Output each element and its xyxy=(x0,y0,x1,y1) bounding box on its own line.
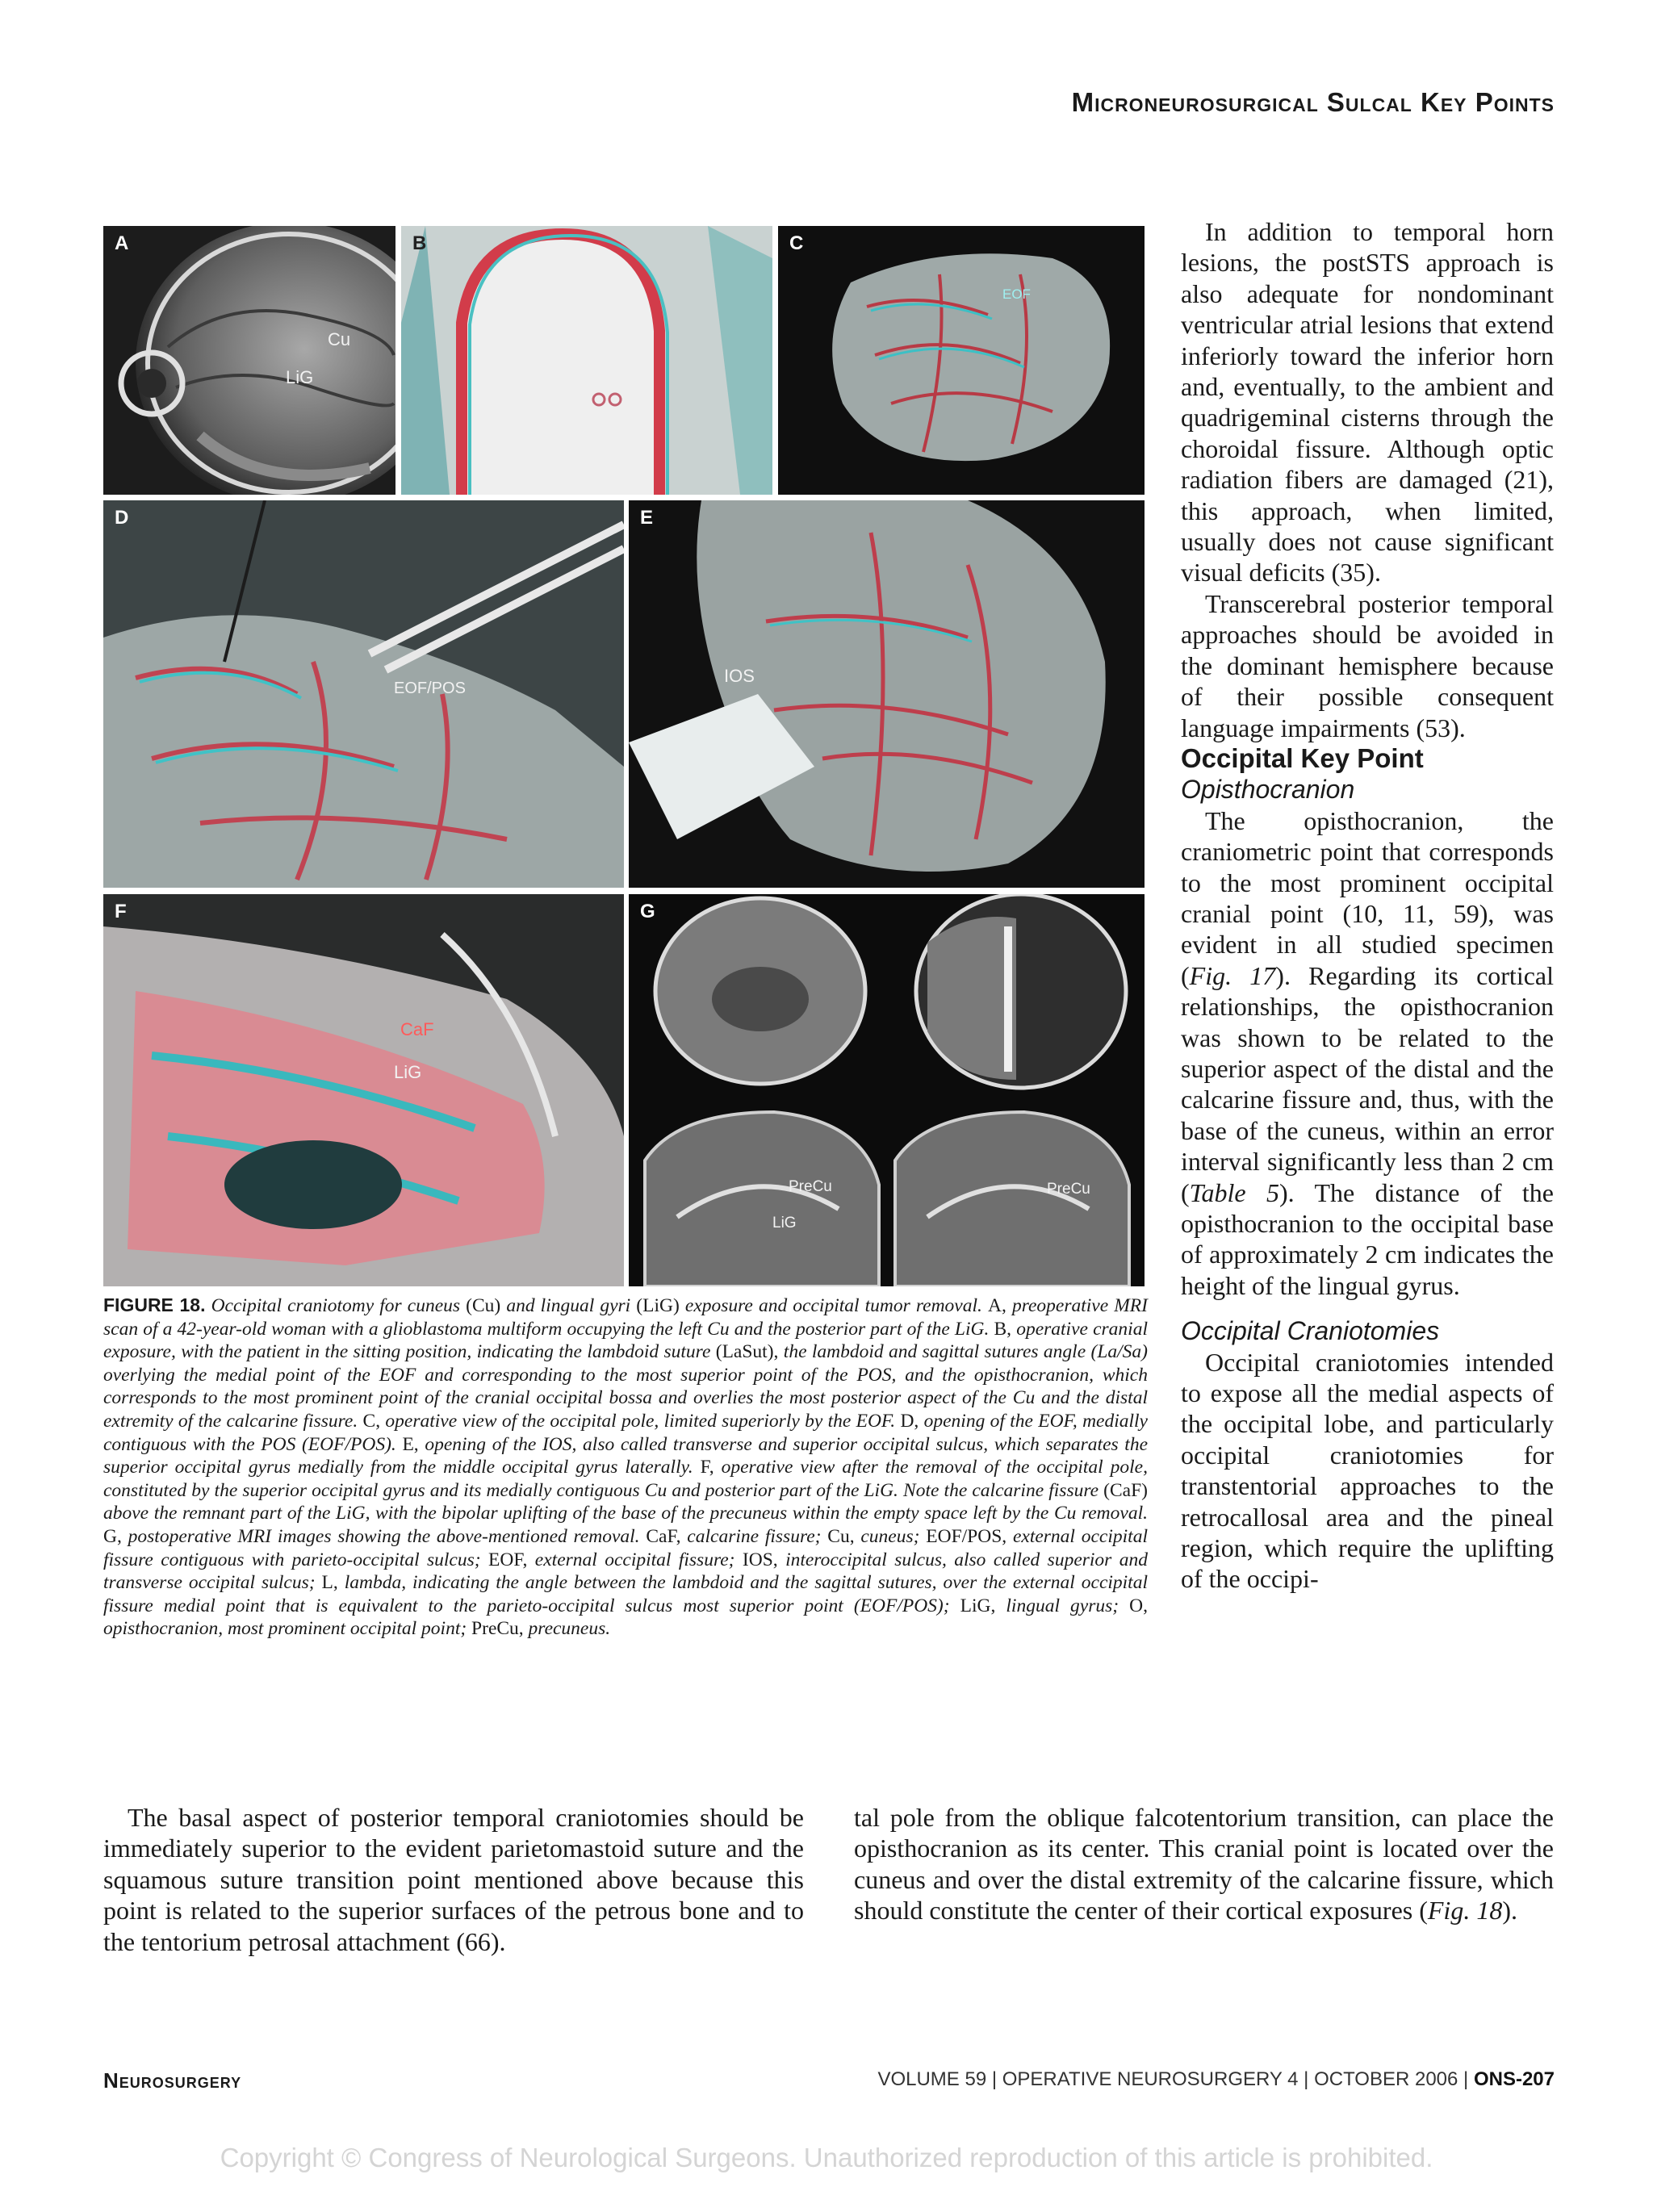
panel-letter-c: C xyxy=(789,232,804,254)
caption-segment: IOS, xyxy=(742,1549,778,1570)
caption-segment: calcarine fissure; xyxy=(680,1525,828,1547)
caption-segment: interoccipital sulcus, also called superior and transverse occipital sulcus; xyxy=(103,1549,1148,1594)
paragraph-transcerebral: Transcerebral posterior temporal approaches should be avoided in the dominant hemisphere because of their possible consequent language impairments (53). xyxy=(1181,588,1554,742)
table-reference[interactable]: Table 5 xyxy=(1189,1177,1280,1207)
panel-letter-d: D xyxy=(115,507,129,529)
figure-panel-a xyxy=(103,226,395,495)
panel-letter-g: G xyxy=(640,901,655,922)
panel-e-operative-image xyxy=(629,500,1145,888)
panel-letter-f: F xyxy=(115,901,127,922)
caption-segment: F, xyxy=(700,1457,714,1478)
footer-volume: VOLUME 59 | OPERATIVE NEUROSURGERY 4 | OCTOBER 2006 | xyxy=(877,2068,1474,2090)
caption-segment: O, xyxy=(1129,1595,1148,1616)
caption-segment: lambda, indicating the angle between the lambdoid and the sagittal sutures, over the external occipital fissure medial point that is equivalent to the parieto-occipital sulcus most superior point (EOF/POS); xyxy=(103,1572,1148,1616)
caption-segment: (Cu) xyxy=(466,1295,501,1316)
caption-body xyxy=(103,1295,1148,1639)
caption-segment: Occipital craniotomy for cuneus xyxy=(205,1295,467,1316)
figure-panel-b xyxy=(401,226,772,495)
panel-d-operative-image xyxy=(103,500,624,888)
caption-segment: (LaSut), xyxy=(715,1341,779,1363)
figure-reference[interactable]: Fig. 18 xyxy=(1427,1896,1503,1926)
caption-segment: EOF, xyxy=(488,1549,528,1570)
caption-segment: postoperative MRI images showing the above-mentioned removal. xyxy=(121,1525,647,1547)
caption-segment: LiG, xyxy=(960,1595,996,1616)
caption-segment: cuneus; xyxy=(854,1525,927,1547)
subsection-heading-opisthocranion: Opisthocranion xyxy=(1181,775,1355,805)
caption-segment: lingual gyrus; xyxy=(995,1595,1130,1616)
figure-panel-g xyxy=(629,894,1145,1286)
footer-journal-name: Neurosurgery xyxy=(103,2068,242,2093)
caption-segment: operative view after the removal of the occipital pole, constituted by the superior occipital gyrus and its medially contiguous Cu and posterior part of the LiG. Note the calcarine fissure xyxy=(103,1457,1148,1501)
panel-f-label-caf: CaF xyxy=(400,1019,434,1039)
subsection-heading-occipital-craniotomies: Occipital Craniotomies xyxy=(1181,1316,1440,1346)
paragraph-occipital-continuation: tal pole from the oblique falcotentorium transition, can place the opisthocranion as its center. This cranial point is located over the cuneus and over the distal extremity of the calcarine fissure, which should constitute the center of their cortical exposures (Fig. 18). xyxy=(854,1803,1554,1926)
figure-caption xyxy=(103,1294,1148,1641)
figure-panel-c xyxy=(778,226,1145,495)
panel-e-label-ios: IOS xyxy=(724,666,755,686)
caption-segment: EOF/POS, xyxy=(926,1525,1007,1547)
running-head: Microneurosurgical Sulcal Key Points xyxy=(1071,87,1555,117)
panel-f-label-lig: LiG xyxy=(394,1062,422,1082)
caption-label: FIGURE 18. xyxy=(103,1294,206,1315)
caption-segment: opening of the EOF, medially contiguous with the POS (EOF/POS). xyxy=(103,1410,1148,1455)
caption-segment: and lingual gyri xyxy=(500,1295,637,1316)
caption-segment: (LiG) xyxy=(636,1295,680,1316)
section-heading-occipital-key-point: Occipital Key Point xyxy=(1181,742,1424,773)
caption-segment: A, xyxy=(987,1295,1006,1316)
figure-reference[interactable]: Fig. 17 xyxy=(1189,960,1276,990)
caption-segment: L, xyxy=(321,1572,338,1594)
panel-g-label-precu-left: PreCu xyxy=(789,1178,832,1195)
caption-segment: B, xyxy=(994,1318,1012,1340)
caption-segment: opening of the IOS, also called transverse and superior occipital sulcus, which separates the superior occipital gyrus medially from the middle occipital gyrus laterally. xyxy=(103,1433,1149,1478)
panel-g-mri-images xyxy=(629,894,1145,1286)
paragraph-temporal-horn: In addition to temporal horn lesions, the postSTS approach is also adequate for nondominant ventricular atrial lesions that extend inferiorly toward the inferior horn and, eventually, to the ambient and quadrigeminal cisterns through the choroidal fissure. Although optic radiation fibers are damaged (21), this approach, when limited, usually does not cause significant visual deficits (35). xyxy=(1181,217,1554,587)
caption-segment: D, xyxy=(900,1410,919,1432)
bottom-left-column xyxy=(103,1802,804,1957)
caption-segment: operative view of the occipital pole, limited superiorly by the EOF. xyxy=(380,1410,901,1432)
panel-g-label-precu-right: PreCu xyxy=(1047,1181,1090,1198)
footer-issue-info xyxy=(877,2068,1555,2091)
panel-g-label-lig: LiG xyxy=(772,1215,797,1231)
caption-segment: (CaF) xyxy=(1103,1479,1148,1501)
panel-b-operative-image xyxy=(401,226,772,495)
caption-segment: Cu, xyxy=(827,1525,855,1547)
caption-segment: E, xyxy=(402,1433,419,1455)
bottom-right-column xyxy=(854,1802,1554,1926)
caption-segment: above the remnant part of the LiG, with the bipolar uplifting of the base of the precuneus within the empty space left by the Cu removal. xyxy=(103,1503,1148,1524)
caption-segment: the lambdoid and sagittal sutures angle (La/Sa) overlying the medial point of the EOF and corresponding to the most superior point of the POS, and the opisthocranion, which corresponds to the most prominent point of the cranial occipital bossa and overlies the most posterior aspect of the Cu and the distal extremity of the calcarine fissure. xyxy=(103,1341,1148,1432)
paragraph-opisthocranion: The opisthocranion, the craniometric point that corresponds to the most prominent occipital cranial point (10, 11, 59), was evident in all studied specimen (Fig. 17). Regarding its cortical relationships, the opisthocranion was shown to be related to the superior aspect of the distal and the calcarine fissure and, thus, with the base of the cuneus, within an error interval significantly less than 2 cm (Table 5). The distance of the opisthocranion to the occipital base of approximately 2 cm indicates the height of the lingual gyrus. xyxy=(1181,805,1555,1300)
panel-letter-b: B xyxy=(412,232,427,254)
right-column xyxy=(1181,216,1554,1595)
caption-segment: CaF, xyxy=(646,1525,681,1547)
paragraph-occipital-craniotomies: Occipital craniotomies intended to expose all the medial aspects of the occipital lobe, and particularly occipital craniotomies for transtentorial approaches to the retrocallosal area and the pineal region, which require the uplifting of the occipi- xyxy=(1181,1347,1554,1594)
caption-segment: C, xyxy=(362,1410,381,1432)
paragraph-basal-aspect: The basal aspect of posterior temporal craniotomies should be immediately superior to the evident parietomastoid suture and the squamous suture transition point mentioned above because this point is related to the superior surfaces of the petrous bone and to the tentorium petrosal attachment (66). xyxy=(103,1803,804,1956)
caption-segment: opisthocranion, most prominent occipital point; xyxy=(103,1618,472,1640)
caption-segment: PreCu, xyxy=(471,1618,524,1640)
figure-panel-d xyxy=(103,500,624,888)
copyright-watermark: Copyright © Congress of Neurological Surgeons. Unauthorized reproduction of this article is prohibited. xyxy=(220,2143,1433,2172)
panel-d-label-eof-pos: EOF/POS xyxy=(394,679,466,697)
panel-c-label-eof: EOF xyxy=(1002,286,1031,302)
caption-segment: operative cranial exposure, with the patient in the sitting position, indicating the lambdoid suture xyxy=(103,1318,1148,1363)
caption-segment: exposure and occipital tumor removal. xyxy=(679,1295,988,1316)
panel-letter-a: A xyxy=(115,232,129,254)
panel-a-label-cu: Cu xyxy=(328,329,351,349)
panel-a-label-lig: LiG xyxy=(286,367,314,387)
panel-c-operative-image xyxy=(778,226,1145,495)
caption-segment: external occipital fissure contiguous with parieto-occipital sulcus; xyxy=(103,1525,1148,1570)
figure-panel-e xyxy=(629,500,1145,888)
panel-letter-e: E xyxy=(640,507,654,529)
caption-segment: G, xyxy=(103,1525,122,1547)
caption-segment: precuneus. xyxy=(523,1618,611,1640)
caption-segment: preoperative MRI scan of a 42-year-old woman with a glioblastoma multiform occupying the left Cu and the posterior part of the LiG. xyxy=(103,1295,1148,1340)
footer-page-id: ONS-207 xyxy=(1473,2068,1555,2090)
caption-segment: external occipital fissure; xyxy=(527,1549,743,1570)
figure-panel-f xyxy=(103,894,624,1286)
panel-a-mri-image xyxy=(103,226,395,495)
panel-f-operative-image xyxy=(103,894,624,1286)
